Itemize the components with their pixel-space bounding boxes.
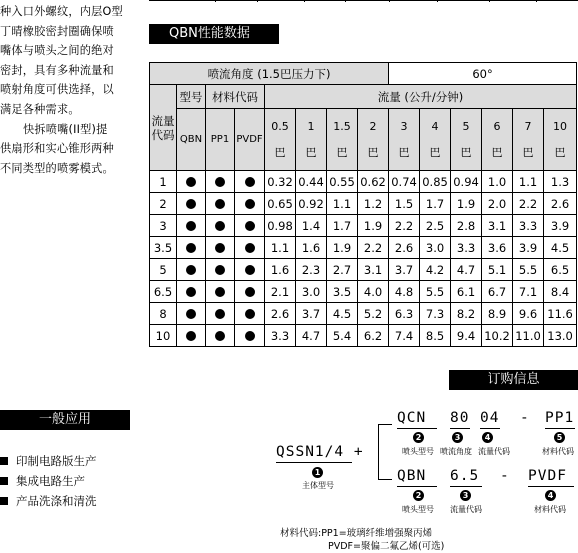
qbn-performance-heading: QBN性能数据 xyxy=(149,24,279,44)
flow-value-cell: 1.7 xyxy=(327,215,358,237)
flow-value-cell: 0.98 xyxy=(265,215,296,237)
pressure-header: 7 巴 xyxy=(513,109,544,171)
caption: 材料代码 xyxy=(542,447,574,456)
performance-table xyxy=(149,62,577,347)
filled-dot-icon xyxy=(186,199,196,209)
angle-label: 喷流角度 (1.5巴压力下) xyxy=(150,63,389,85)
availability-cell xyxy=(235,325,265,347)
flow-value-cell: 1.6 xyxy=(265,259,296,281)
flow-value-cell: 8.4 xyxy=(544,281,577,303)
flow-value-cell: 0.92 xyxy=(296,193,327,215)
underline xyxy=(450,428,470,429)
flow-value-cell: 11.0 xyxy=(513,325,544,347)
availability-cell xyxy=(177,303,206,325)
flow-value-cell: 2.8 xyxy=(451,215,482,237)
table-row xyxy=(150,259,577,281)
col-pvdf: PVDF xyxy=(235,109,265,171)
caption: 流量代码 xyxy=(450,505,482,514)
flow-value-cell: 1.4 xyxy=(296,215,327,237)
flow-value-cell: 2.5 xyxy=(420,215,451,237)
number-badge-1: 1 xyxy=(312,467,323,478)
angle-code: 80 xyxy=(450,410,470,426)
pressure-header: 2 巴 xyxy=(358,109,389,171)
flow-value-cell: 2.3 xyxy=(296,259,327,281)
flow-value-cell: 2.6 xyxy=(389,237,420,259)
flow-value-cell: 3.3 xyxy=(451,237,482,259)
angle-value: 60° xyxy=(389,63,577,85)
number-badge-5: 5 xyxy=(554,432,565,443)
flow-value-cell: 11.6 xyxy=(544,303,577,325)
filled-dot-icon xyxy=(215,309,225,319)
flow-code-cell: 10 xyxy=(150,325,177,347)
flow-value-cell: 5.5 xyxy=(513,259,544,281)
flow-code-cell: 3 xyxy=(150,215,177,237)
flow-value-cell: 3.9 xyxy=(544,215,577,237)
flow-value-cell: 1.1 xyxy=(327,193,358,215)
availability-cell xyxy=(235,237,265,259)
application-list xyxy=(0,451,97,511)
flow-value-cell: 8.2 xyxy=(451,303,482,325)
flow-code-cell: 8 xyxy=(150,303,177,325)
flow-value-cell: 5.1 xyxy=(482,259,513,281)
availability-cell xyxy=(206,259,235,281)
pressure-header: 5 巴 xyxy=(451,109,482,171)
flow-value-cell: 8.5 xyxy=(420,325,451,347)
number-badge-3: 3 xyxy=(452,432,463,443)
nozzle-code-qbn: QBN xyxy=(397,468,427,484)
flow-value-cell: 2.0 xyxy=(482,193,513,215)
bracket-bottom xyxy=(378,479,392,480)
flow-value-cell: 0.32 xyxy=(265,171,296,193)
flow-value-cell: 6.2 xyxy=(358,325,389,347)
flow-value-cell: 1.1 xyxy=(513,171,544,193)
filled-dot-icon xyxy=(215,199,225,209)
availability-cell xyxy=(235,303,265,325)
availability-cell xyxy=(177,237,206,259)
flow-value-cell: 3.3 xyxy=(513,215,544,237)
caption: 喷头型号 xyxy=(402,505,434,514)
bullet-icon xyxy=(0,457,8,465)
flow-value-cell: 3.0 xyxy=(420,237,451,259)
pressure-header: 1 巴 xyxy=(296,109,327,171)
bracket-top xyxy=(378,424,392,425)
order-info-heading: 订购信息 xyxy=(449,370,578,390)
flow-code-cell: 3.5 xyxy=(150,237,177,259)
caption: 材料代码 xyxy=(534,505,566,514)
flow-value-cell: 4.8 xyxy=(389,281,420,303)
flow-code: 04 xyxy=(480,410,500,426)
flow-value-cell: 6.1 xyxy=(451,281,482,303)
pressure-header: 1.5 巴 xyxy=(327,109,358,171)
pressure-header: 0.5 巴 xyxy=(265,109,296,171)
list-item: 集成电路生产 xyxy=(0,471,97,491)
filled-dot-icon xyxy=(215,177,225,187)
underline xyxy=(397,428,437,429)
main-code-underline xyxy=(276,462,352,463)
availability-cell xyxy=(177,215,206,237)
pressure-header: 6 巴 xyxy=(482,109,513,171)
flow-value-cell: 6.5 xyxy=(544,259,577,281)
underline xyxy=(450,486,482,487)
bracket-line xyxy=(378,424,379,480)
main-body-caption: 主体型号 xyxy=(302,481,334,490)
flow-value-cell: 3.5 xyxy=(327,281,358,303)
flow-value-cell: 2.1 xyxy=(265,281,296,303)
availability-cell xyxy=(206,215,235,237)
filled-dot-icon xyxy=(245,287,255,297)
underline xyxy=(528,486,574,487)
flow-value-cell: 3.9 xyxy=(513,237,544,259)
col-qbn: QBN xyxy=(177,109,206,171)
flow-value-cell: 3.7 xyxy=(389,259,420,281)
number-badge-3: 3 xyxy=(460,490,471,501)
flow-value-cell: 0.85 xyxy=(420,171,451,193)
flow-value-cell: 1.6 xyxy=(296,237,327,259)
flow-value-cell: 2.7 xyxy=(327,259,358,281)
flow-value-cell: 10.2 xyxy=(482,325,513,347)
flow-value-cell: 6.3 xyxy=(389,303,420,325)
availability-cell xyxy=(206,193,235,215)
dash: - xyxy=(520,410,530,426)
filled-dot-icon xyxy=(215,331,225,341)
filled-dot-icon xyxy=(245,265,255,275)
flow-value-cell: 8.9 xyxy=(482,303,513,325)
availability-cell xyxy=(206,171,235,193)
flow-value-cell: 0.94 xyxy=(451,171,482,193)
bullet-icon xyxy=(0,497,8,505)
table-body xyxy=(150,171,577,347)
filled-dot-icon xyxy=(186,243,196,253)
filled-dot-icon xyxy=(245,199,255,209)
flow-value-cell: 9.6 xyxy=(513,303,544,325)
flow-value-cell: 1.1 xyxy=(265,237,296,259)
flow-value-cell: 0.65 xyxy=(265,193,296,215)
filled-dot-icon xyxy=(215,287,225,297)
caption: 喷流角度 xyxy=(440,447,472,456)
flow-value-cell: 7.3 xyxy=(420,303,451,325)
material-header: 材料代码 xyxy=(206,85,265,109)
dash: - xyxy=(500,468,510,484)
flow-value-cell: 1.7 xyxy=(420,193,451,215)
flow-value-cell: 2.2 xyxy=(358,237,389,259)
intro-text: 种入口外螺纹，内层O型 丁晴橡胶密封圈确保喷 嘴体与喷头之间的绝对 密封，具有多种流量和 喷射角度可供选择，以 满足各种需求。 快拆喷嘴(II型)提 供扇形和实心锥形两种 不同类型的喷雾模式。 xyxy=(0,5,123,175)
filled-dot-icon xyxy=(245,221,255,231)
flow-value-cell: 1.5 xyxy=(389,193,420,215)
number-badge-2: 2 xyxy=(413,490,424,501)
general-application-heading: 一般应用 xyxy=(0,410,130,430)
flow-value-cell: 5.2 xyxy=(358,303,389,325)
flow-value-cell: 4.7 xyxy=(296,325,327,347)
flow-value-cell: 0.55 xyxy=(327,171,358,193)
flow-value-cell: 4.5 xyxy=(327,303,358,325)
number-badge-4: 4 xyxy=(482,432,493,443)
flow-value-cell: 0.74 xyxy=(389,171,420,193)
material-note-2: PVDF=聚偏二氟乙烯(可选) xyxy=(328,541,445,552)
filled-dot-icon xyxy=(186,331,196,341)
flow-code-cell: 2 xyxy=(150,193,177,215)
flow-value-cell: 5.5 xyxy=(420,281,451,303)
availability-cell xyxy=(235,215,265,237)
main-body-code: QSSN1/4 + xyxy=(276,444,364,460)
flow-value-cell: 6.7 xyxy=(482,281,513,303)
table-row xyxy=(150,171,577,193)
table-row xyxy=(150,303,577,325)
flow-value-cell: 1.2 xyxy=(358,193,389,215)
number-badge-4: 4 xyxy=(545,490,556,501)
table-row xyxy=(150,281,577,303)
flow-value-cell: 3.1 xyxy=(358,259,389,281)
flow-value-cell: 9.4 xyxy=(451,325,482,347)
availability-cell xyxy=(206,303,235,325)
availability-cell xyxy=(177,281,206,303)
table-row xyxy=(150,237,577,259)
flow-value-cell: 4.2 xyxy=(420,259,451,281)
availability-cell xyxy=(177,259,206,281)
flow-value-cell: 3.3 xyxy=(265,325,296,347)
flow-value-cell: 1.9 xyxy=(451,193,482,215)
pressure-row xyxy=(150,109,577,171)
availability-cell xyxy=(235,259,265,281)
flow-code-header: 流量代码 xyxy=(150,85,177,171)
material-code: PVDF xyxy=(528,468,567,484)
pressure-header: 4 巴 xyxy=(420,109,451,171)
availability-cell xyxy=(235,193,265,215)
flow-value-cell: 4.5 xyxy=(544,237,577,259)
flow-code-cell: 1 xyxy=(150,171,177,193)
flow-value-cell: 1.9 xyxy=(358,215,389,237)
flow-code-cell: 6.5 xyxy=(150,281,177,303)
flow-value-cell: 3.1 xyxy=(482,215,513,237)
top-rule xyxy=(149,0,578,1)
filled-dot-icon xyxy=(186,177,196,187)
number-badge-2: 2 xyxy=(413,432,424,443)
availability-cell xyxy=(177,325,206,347)
availability-cell xyxy=(206,281,235,303)
flow-value-cell: 7.4 xyxy=(389,325,420,347)
caption: 喷头型号 xyxy=(402,447,434,456)
filled-dot-icon xyxy=(245,177,255,187)
flow-value-cell: 0.44 xyxy=(296,171,327,193)
material-code: PP1 xyxy=(545,410,575,426)
pressure-header: 3 巴 xyxy=(389,109,420,171)
filled-dot-icon xyxy=(186,287,196,297)
filled-dot-icon xyxy=(245,331,255,341)
col-pp1: PP1 xyxy=(206,109,235,171)
material-note-1: 材料代码:PP1=玻璃纤维增强聚丙烯 xyxy=(280,528,433,539)
flow-value-cell: 5.4 xyxy=(327,325,358,347)
flow-value-cell: 3.0 xyxy=(296,281,327,303)
flow-code: 6.5 xyxy=(450,468,480,484)
flow-value-cell: 3.7 xyxy=(296,303,327,325)
flow-value-cell: 2.6 xyxy=(544,193,577,215)
filled-dot-icon xyxy=(215,265,225,275)
flow-header: 流量 (公升/分钟) xyxy=(265,85,577,109)
table-row xyxy=(150,193,577,215)
availability-cell xyxy=(206,237,235,259)
nozzle-code-qcn: QCN xyxy=(397,410,427,426)
type-header: 型号 xyxy=(177,85,206,109)
table-row xyxy=(150,215,577,237)
underline xyxy=(480,428,500,429)
underline xyxy=(545,428,575,429)
filled-dot-icon xyxy=(245,243,255,253)
caption: 流量代码 xyxy=(478,447,510,456)
flow-value-cell: 1.9 xyxy=(327,237,358,259)
availability-cell xyxy=(235,171,265,193)
flow-value-cell: 4.0 xyxy=(358,281,389,303)
filled-dot-icon xyxy=(186,221,196,231)
table-row xyxy=(150,325,577,347)
flow-value-cell: 2.6 xyxy=(265,303,296,325)
filled-dot-icon xyxy=(186,265,196,275)
flow-value-cell: 13.0 xyxy=(544,325,577,347)
bullet-icon xyxy=(0,477,8,485)
flow-value-cell: 4.7 xyxy=(451,259,482,281)
flow-value-cell: 2.2 xyxy=(513,193,544,215)
flow-value-cell: 7.1 xyxy=(513,281,544,303)
flow-value-cell: 0.62 xyxy=(358,171,389,193)
filled-dot-icon xyxy=(245,309,255,319)
underline xyxy=(397,486,437,487)
availability-cell xyxy=(177,193,206,215)
flow-code-cell: 5 xyxy=(150,259,177,281)
flow-value-cell: 3.6 xyxy=(482,237,513,259)
filled-dot-icon xyxy=(186,309,196,319)
pressure-header: 10 巴 xyxy=(544,109,577,171)
flow-value-cell: 2.2 xyxy=(389,215,420,237)
filled-dot-icon xyxy=(215,243,225,253)
availability-cell xyxy=(177,171,206,193)
filled-dot-icon xyxy=(215,221,225,231)
availability-cell xyxy=(235,281,265,303)
list-item: 产品洗涤和清洗 xyxy=(0,491,97,511)
list-item: 印制电路版生产 xyxy=(0,451,97,471)
availability-cell xyxy=(206,325,235,347)
flow-value-cell: 1.3 xyxy=(544,171,577,193)
flow-value-cell: 1.0 xyxy=(482,171,513,193)
